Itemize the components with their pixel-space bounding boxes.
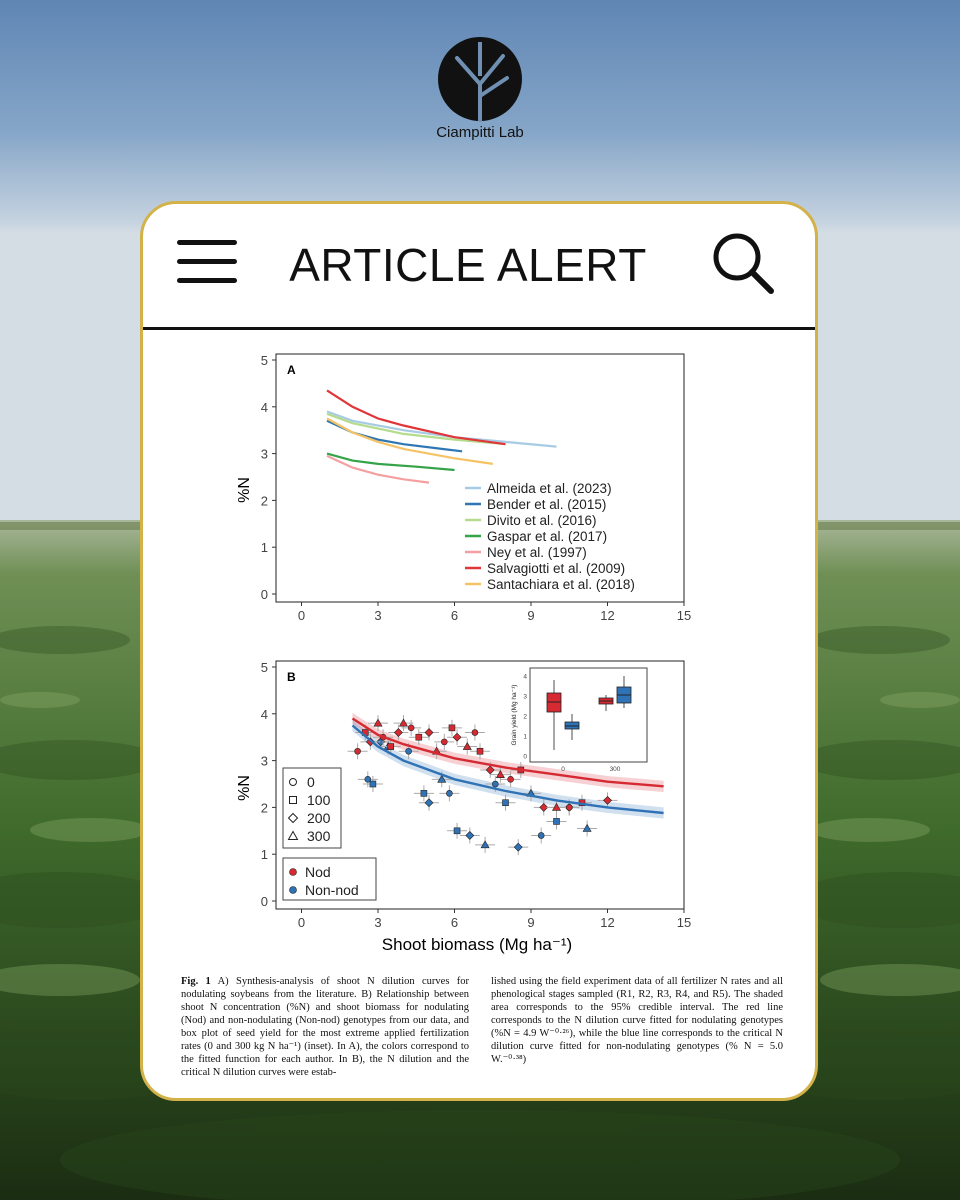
legend-label: Divito et al. (2016) (487, 513, 597, 528)
x-tick-label: 9 (527, 915, 535, 930)
panel-a-ylabel: %N (236, 477, 253, 503)
hamburger-menu-icon[interactable] (177, 240, 239, 284)
y-tick-label: 1 (260, 540, 268, 556)
figure-caption-left (181, 975, 469, 1079)
nonnod-point (421, 790, 427, 796)
nod-point (449, 725, 455, 731)
rate-legend-label: 0 (307, 774, 315, 790)
article-figure (143, 330, 818, 970)
y-tick-label: 5 (260, 353, 268, 368)
y-tick-label: 4 (260, 706, 268, 722)
inset-x-tick-label: 0 (561, 766, 565, 773)
group-legend-label: Nod (305, 864, 331, 880)
inset-x-tick-label: 300 (609, 766, 621, 773)
series-line (327, 456, 429, 483)
series-line (327, 412, 557, 447)
brand-name: Ciampitti Lab (436, 124, 524, 141)
x-tick-label: 6 (450, 608, 459, 623)
group-legend-label: Non-nod (305, 882, 359, 898)
nonnod-point (583, 824, 591, 831)
nonnod-point (446, 790, 452, 796)
y-tick-label: 2 (260, 800, 268, 816)
nod-point (472, 730, 478, 736)
x-tick-label: 12 (600, 608, 615, 623)
legend-label: Bender et al. (2015) (487, 497, 607, 512)
inset-y-tick-label: 4 (523, 673, 527, 681)
caption-left-text: A) Synthesis-analysis of shoot N dilution curves for nodulating soybeans from the literature. B) Relationship between shoot N concentration (%N) and shoot biomass for nodulating (Nod) and non-nodulating (Non-nod) genotypes from our data, and box plot of seed yield for the most extreme applied fertilization rates (0 and 300 kg N ha⁻¹) (inset). In A), the colors correspond to the fitted function for each author. In B), the N dilution and the critical N dilution curves were estab- (181, 976, 469, 1078)
inset-y-tick-label: 3 (523, 693, 527, 701)
y-tick-label: 5 (260, 660, 268, 675)
nod-point (408, 725, 414, 731)
nonnod-point (370, 781, 376, 787)
y-tick-label: 3 (260, 446, 268, 462)
nonnod-point (406, 748, 412, 754)
legend-label: Salvagiotti et al. (2009) (487, 561, 626, 576)
nonnod-point (425, 799, 433, 807)
panel-b-ylabel: %N (236, 775, 253, 801)
legend-label: Ney et al. (1997) (487, 545, 587, 560)
inset-frame (530, 668, 647, 762)
x-tick-label: 0 (297, 915, 306, 930)
nod-point (416, 734, 422, 740)
y-tick-label: 4 (260, 399, 268, 415)
x-tick-label: 9 (527, 608, 535, 623)
rate-legend-label: 200 (307, 810, 331, 826)
nod-point (566, 804, 572, 810)
nonnod-point (466, 831, 474, 839)
panel-b-xlabel: Shoot biomass (Mg ha⁻¹) (381, 935, 573, 954)
inset-ylabel: Grain yield (Mg ha⁻¹) (511, 684, 518, 746)
search-icon[interactable] (711, 231, 775, 295)
nod-point (453, 733, 461, 741)
nonnod-point (481, 841, 489, 848)
card-header (143, 204, 815, 330)
nod-point (388, 744, 394, 750)
article-card (140, 201, 818, 1101)
nonnod-point (538, 832, 544, 838)
x-tick-label: 3 (374, 608, 382, 623)
x-tick-label: 0 (297, 608, 306, 623)
y-tick-label: 3 (260, 753, 268, 769)
nonnod-point (503, 800, 509, 806)
nod-point (477, 748, 483, 754)
panel-a-label: A (287, 363, 296, 377)
x-tick-label: 15 (676, 915, 692, 930)
panel-b-label: B (287, 670, 296, 684)
legend-label: Gaspar et al. (2017) (487, 529, 608, 544)
y-tick-label: 2 (260, 493, 268, 509)
nod-point (508, 776, 514, 782)
inset-y-tick-label: 1 (523, 733, 527, 741)
x-tick-label: 12 (600, 915, 615, 930)
x-tick-label: 6 (450, 915, 459, 930)
y-tick-label: 0 (260, 894, 268, 909)
x-tick-label: 3 (374, 915, 382, 930)
inset-y-tick-label: 2 (523, 713, 527, 721)
nod-point (441, 739, 447, 745)
caption-fig-label: Fig. 1 (181, 976, 211, 987)
group-legend-dot (290, 887, 297, 894)
group-legend-dot (290, 869, 297, 876)
nonnod-point (554, 818, 560, 824)
legend-label: Almeida et al. (2023) (487, 481, 612, 496)
y-tick-label: 0 (260, 587, 268, 602)
figure-caption-right: lished using the field experiment data of all fertilizer N rates and all phenological stages sampled (R1, R2, R3, R4, and R5). The shaded area corresponds to the 95% credible interval. The red line corresponds to the N dilution curve fitted for nodulating genotypes (%N = 4.9 W⁻⁰·²⁶), while the blue line corresponds to the critical N dilution curve fitted for non-nodulating genotypes (% N = 5.0 W.⁻⁰·³⁸) (491, 976, 783, 1065)
rate-legend-label: 300 (307, 828, 331, 844)
nod-point (355, 748, 361, 754)
nod-point (425, 729, 433, 737)
brand-logo (437, 36, 523, 122)
page-title: ARTICLE ALERT (289, 239, 647, 291)
inset-y-tick-label: 0 (523, 753, 527, 761)
series-line (327, 454, 455, 470)
rate-legend-label: 100 (307, 792, 331, 808)
nonnod-point (454, 828, 460, 834)
nod-point (394, 729, 402, 737)
legend-label: Santachiara et al. (2018) (487, 577, 635, 592)
nonnod-point (514, 843, 522, 851)
x-tick-label: 15 (676, 608, 692, 623)
y-tick-label: 1 (260, 847, 268, 863)
nonnod-point (492, 781, 498, 787)
